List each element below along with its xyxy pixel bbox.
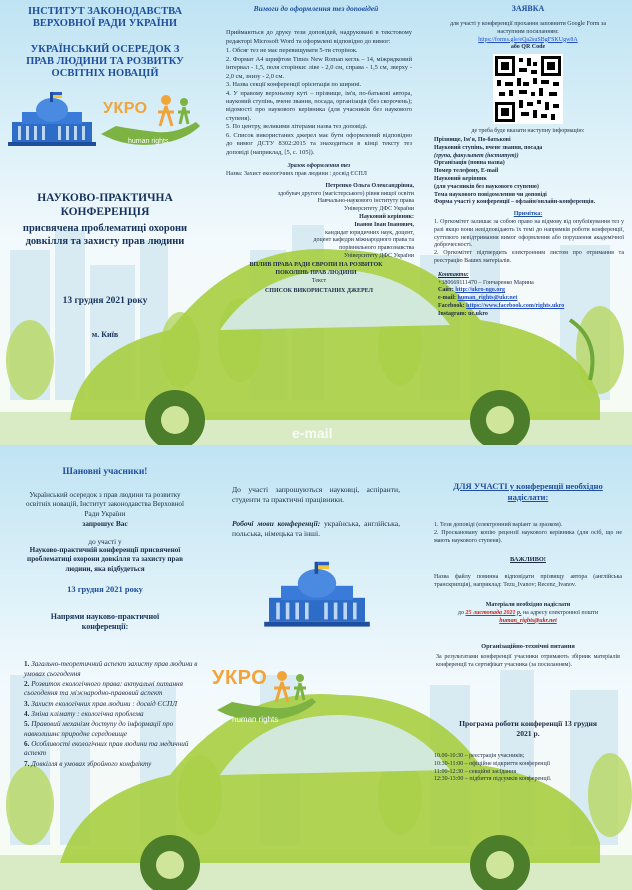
field-item: Науковий керівник — [434, 175, 487, 182]
deadline-date: 25 листопада 2021 р. — [465, 609, 522, 616]
svg-text:e-mail: e-mail — [292, 425, 333, 441]
notes — [434, 219, 624, 266]
sample-sources: СПИСОК ВИКОРИСТАНИХ ДЖЕРЕЛ — [264, 288, 374, 295]
important-label: ВАЖЛИВО! — [510, 555, 546, 563]
sample-advisor-line: Університету ДФС України — [344, 252, 414, 259]
field-item: Номер телефону, E-mail — [434, 168, 499, 175]
directions-list — [24, 660, 200, 769]
site-link[interactable]: http://ukro-ngo.org — [455, 287, 505, 294]
directions-title: Напрями науково-практичної конференції: — [50, 612, 160, 632]
institute-title: ІНСТИТУТ ЗАКОНОДАВСТВА ВЕРХОВНОЇ РАДИ УКРАЇНИ — [27, 6, 183, 30]
requirements-panel — [212, 0, 420, 445]
greeting: Шановні учасники! — [62, 467, 148, 477]
submission-item: 2. Проскановану копію рецензії наукового керівника (для осіб, що не мають наукового ступеня). — [434, 530, 622, 545]
ukro-logo-text: УКРО — [103, 100, 148, 117]
sample-author-line: здобувач другого (магістерського) рівня вищої освіти — [277, 190, 414, 197]
requirements-intro: Приймаються до друку тези доповідей, надруковані в текстовому редакторі Microsoft Word та оформлені відповідно до вимог: — [226, 29, 412, 45]
org-title: Організаційно-технічні питання — [481, 643, 575, 651]
instagram-handle: Instagram: uc.ukro — [438, 310, 488, 317]
submission-list — [434, 522, 622, 545]
sample-advisor-line: доцент кафедри міжнародного права та — [313, 237, 414, 244]
required-fields — [434, 137, 622, 207]
languages-label: Робочі мови конференції: — [232, 518, 321, 528]
center-title: УКРАЇНСЬКИЙ ОСЕРЕДОК З ПРАВ ЛЮДИНИ ТА РОЗВИТКУ ОСВІТНІХ НОВАЦІЙ — [26, 44, 184, 80]
sample-author-line: Університету ДФС України — [344, 206, 414, 213]
deadline-prefix: до — [457, 609, 464, 616]
qr-code[interactable] — [493, 54, 563, 124]
sample-author-details — [226, 191, 414, 214]
human-rights-logo-text: human rights — [128, 138, 169, 145]
info-intro: де треба буде вказати наступну інформацію: — [471, 128, 585, 135]
direction-item: 5. Правовий механізм доступу до інформації про навколишнє природне середовище — [24, 720, 174, 738]
qr-caption: або QR Code — [510, 44, 546, 51]
languages — [232, 519, 400, 539]
field-item: Організація (повна назва) — [434, 160, 505, 167]
conference-city: м. Київ — [91, 330, 119, 339]
contacts — [438, 280, 626, 319]
sample-heading: ВПЛИВ ПРАВА РАДИ ЄВРОПИ НА РОЗВИТОК ПОКОЛІНЬ ПРАВ ЛЮДИНИ — [249, 261, 383, 276]
sample-advisor-line: кандидат юридичних наук, доцент, — [325, 229, 414, 236]
sample-advisor-label: Науковий керівник: — [359, 213, 414, 220]
sample-author: Петренко Ольга Олександрівна, — [325, 182, 414, 189]
submission-item: 1. Тези доповіді (електронний варіант за зразком). — [434, 522, 563, 529]
human-rights-logo-text: human rights — [232, 715, 279, 724]
field-item: (група, факультет (інститут)) — [434, 152, 519, 159]
sample-title: Зразок оформлення тез — [287, 163, 351, 170]
sample-text: Текст — [311, 278, 327, 285]
direction-item: 2. Розвиток екологічного права: актуальні питання сьогодення та міжнародно-правовий аспект — [24, 679, 183, 698]
participants-panel — [212, 445, 420, 890]
contacts-title: Контакти: — [438, 271, 469, 278]
invite-text: Український осередок з прав людини та розвитку освітніх новацій, Інститут законодавства Верховної Ради України — [25, 491, 185, 518]
direction-item: 7. Довкілля в умовах збройного конфлікту — [24, 759, 152, 768]
requirement-item: 5. По центру, великими літерами назва тез доповіді. — [226, 123, 368, 131]
submission-title: ДЛЯ УЧАСТІ у конференції необхідно надіслати: — [453, 481, 603, 502]
requirement-item: 4. У правому верхньому куті – прізвище, ім'я, по-батькові автора, науковий ступінь, вчене звання, посада, організація (без скорочень); відомості про наукового керівника (для учасників без наукового ступеня). — [226, 89, 412, 122]
sample-advisor-details — [226, 230, 414, 261]
sample-author-line: Навчально-наукового інституту права — [317, 198, 414, 205]
org-text: За результатами конференції учасники отримають збірник матеріалів конференції та сертифікат учасника (за посиланням). — [436, 653, 620, 668]
cover-panel — [0, 0, 210, 445]
parliament-icon — [8, 88, 96, 148]
participants-text: До участі запрошуються науковці, аспіранти, студенти та практичні працівники. — [232, 485, 400, 504]
sample-advisor-line: порівняльного правознавства — [339, 245, 414, 252]
direction-item: 1. Загально-теоретичний аспект захисту прав людини в умовах сьогодення — [24, 660, 198, 678]
field-item: Форма участі у конференції – офлайн/онлайн-конференція. — [434, 199, 596, 206]
program-list — [434, 753, 626, 784]
google-form-link[interactable]: https://forms.gle/eQa2suSBgFSKUgw8A — [478, 36, 578, 43]
deadline-title: Матеріали необхідно надіслати — [485, 601, 571, 608]
conference-title: НАУКОВО-ПРАКТИЧНА КОНФЕРЕНЦІЯ — [37, 192, 173, 218]
parliament-icon — [262, 557, 372, 629]
requirement-item: 1. Обсяг тез не має перевищувати 5-ти сторінок. — [226, 47, 358, 55]
requirement-item: 2. Формат А4 шрифтом Times New Roman кегль – 14, міжрядковий інтервал - 1,5, поля сторінки: ліве - 2,0 см, справа - 1,5 см, зверху - 2,0 см, знизу - 2,0 см. — [226, 55, 412, 80]
email-link[interactable]: human_rights@ukr.net — [457, 295, 518, 302]
participate-text: до участі у — [88, 538, 122, 547]
sample-name: Назва: Захист екологічних прав людини : досвід ЄСПЛ — [226, 170, 367, 177]
requirements-title: Вимоги до оформлення тез доповідей — [253, 4, 379, 13]
sample-advisor: Іванов Іван Іванович, — [354, 221, 414, 228]
conference-topic: присвячена проблематиці охорони довкілля та захисту прав людини — [22, 223, 188, 248]
facebook-label: Facebook: — [438, 302, 465, 309]
field-item: (для учасників без наукового ступеню) — [434, 183, 539, 190]
invite-verb: запрошує Вас — [82, 519, 128, 529]
deadline-suffix: на адресу електронної пошти — [522, 609, 599, 616]
field-item: Тема наукового повідомлення чи доповіді — [434, 191, 547, 198]
direction-item: 6. Особливості екологічних прав людини та медичний аспект — [24, 740, 189, 758]
application-text: для участі у конференції прохання заповнити Google Form за наступним посиланням: — [449, 21, 606, 35]
note-item: 2. Оргкомітет підтвердить електронним листом про отримання та реєстрацію Ваших матеріалів. — [434, 250, 624, 264]
program-item: 10.00-10:30 – реєстрація учасників; — [434, 753, 525, 760]
conference-date: 13 грудня 2021 року — [62, 296, 148, 306]
program-item: 11:00-12:30 – секційні засідання — [434, 768, 517, 775]
requirement-item: 3. Назва секції конференції орієнтація по ширині. — [226, 81, 362, 89]
note-item: 1. Оргкомітет залишає за собою право на відмову від опублікування тез у разі якщо вони невідповідають їх темі до напрямків роботи конференції, суттєвого невідтримання вимог оформлення або порушення академічної доброчесності. — [434, 218, 624, 249]
site-label: Сайт: — [438, 287, 454, 294]
email-label: e-mail: — [438, 295, 456, 302]
conference-description: Науково-практичній конференції присвяченої проблематиці охорони довкілля та захисту прав людини, яка відбудеться — [27, 546, 183, 573]
program-title: Програма роботи конференції 13 грудня 2021 р. — [459, 719, 597, 739]
logos-row — [8, 82, 208, 154]
deadline-email-link[interactable]: human_rights@ukr.net — [499, 617, 557, 624]
application-title: ЗАЯВКА — [511, 4, 545, 13]
note-title: Примітка: — [513, 211, 543, 218]
direction-item: 3. Захист екологічних прав людини : досвід ЄСПЛ — [24, 699, 178, 708]
ukro-logo-text: УКРО — [212, 667, 268, 689]
languages-list: українська, англійська, польська, німецька та інші. — [232, 518, 400, 538]
contact-phone: +380669111470 – Гончаренко Марина — [438, 279, 534, 286]
field-item: Науковий ступінь, вчене звання, посада — [434, 144, 543, 151]
brochure-inside — [0, 445, 632, 890]
application-panel — [424, 0, 632, 445]
facebook-link[interactable]: https://www.facebook.com/rights.ukro — [466, 302, 565, 309]
field-item: Прізвище, Ім'я, По-батькові — [434, 136, 511, 143]
invite-date: 13 грудня 2021 року — [67, 584, 143, 595]
invitation-panel — [0, 445, 210, 890]
direction-item: 4. Зміна клімату : екологічна проблема — [24, 709, 144, 718]
program-item: 12:30-13:00 – підбиття підсумків конференції. — [434, 776, 552, 783]
requirements-list — [226, 47, 412, 157]
requirement-item: 6. Список використаних джерел має бути оформлений відповідно до вимог ДСТУ 8302:2015 та знаходиться в кінці тексту тез доповіді (наприклад, [5, с. 105]). — [226, 131, 412, 156]
program-item: 10:30-11:00 – офіційне відкриття конференції — [434, 760, 551, 767]
submission-panel — [424, 445, 632, 890]
important-text: Назва файлу повинна відповідати прізвищу автора (англійська транскрипція), наприклад: Tezu_Ivanov; Recenz_Ivanov. — [434, 574, 622, 589]
deadline-line — [430, 610, 626, 626]
